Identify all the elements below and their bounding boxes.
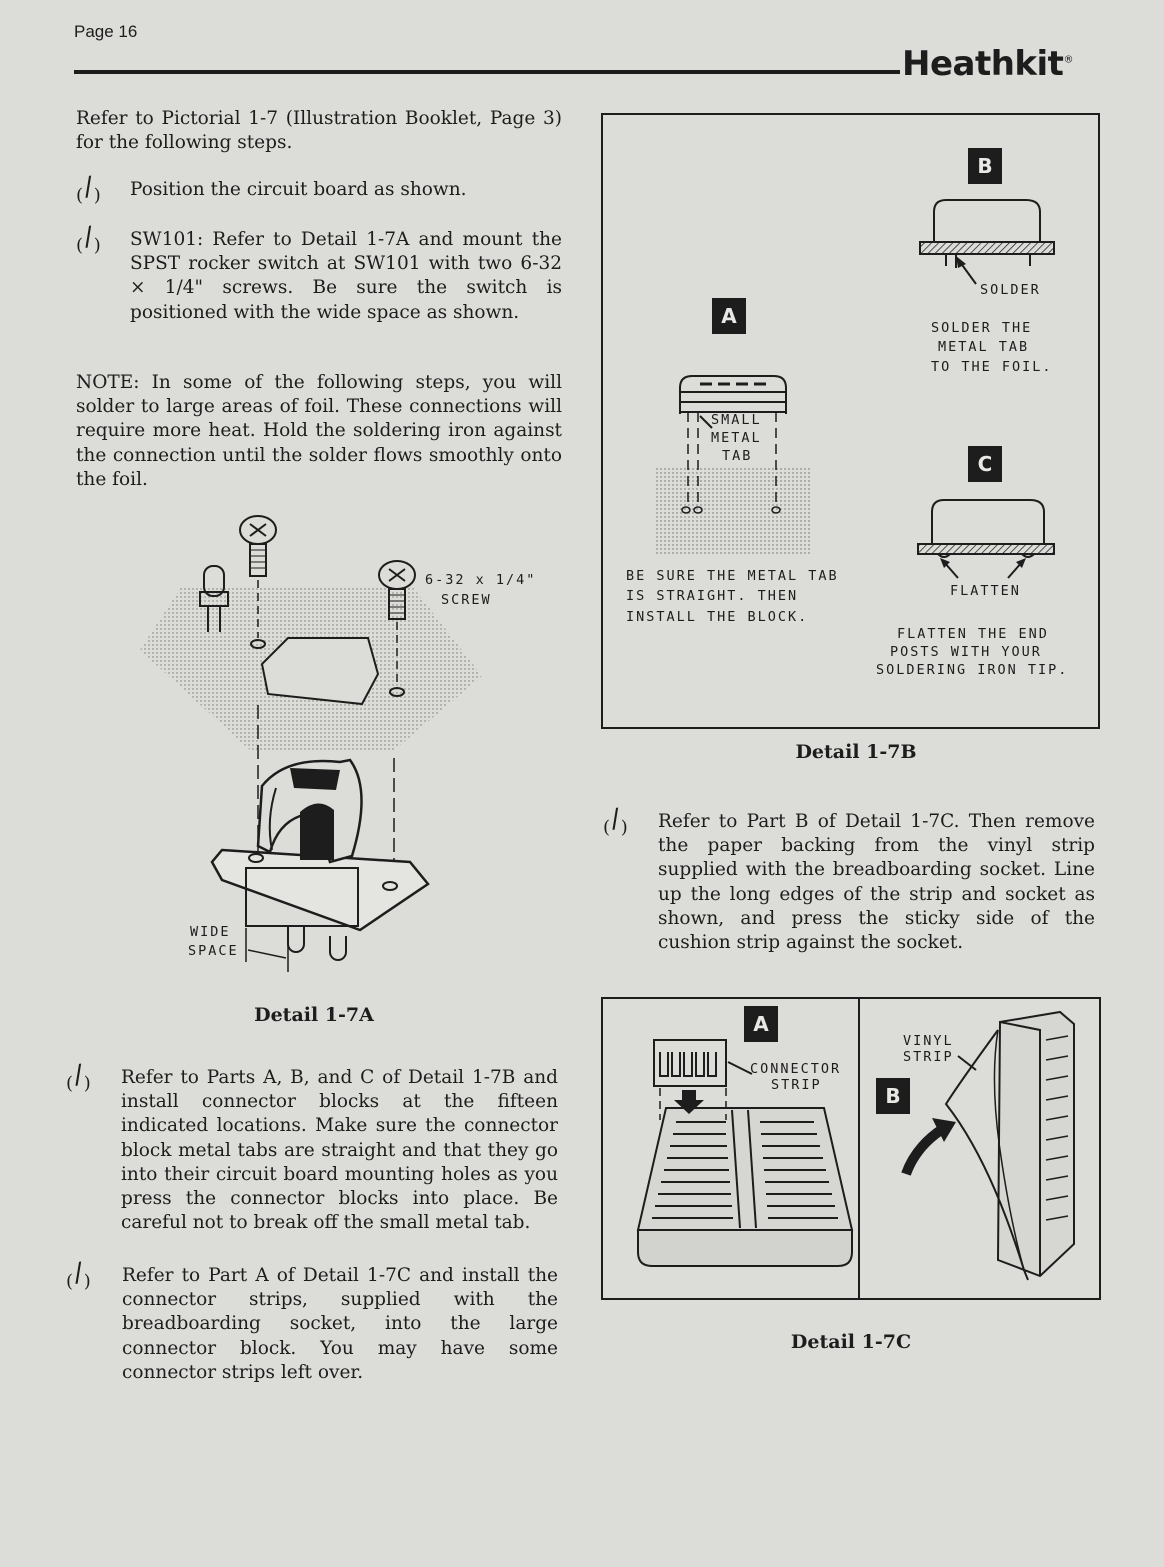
a-note-1: BE SURE THE METAL TAB [626, 568, 839, 584]
c-note-2: POSTS WITH YOUR [890, 644, 1042, 660]
step-connector-blocks[interactable] [66, 1059, 558, 1236]
small-tab-label-1: SMALL [711, 412, 762, 428]
badge-c-a: A [744, 1006, 778, 1042]
note-paragraph: NOTE: In some of the following steps, you will solder to large areas of foil. These connections will require more heat. Hold the soldering iron against the connection until the solder flows smoothly onto the foil. [76, 372, 562, 490]
detail-1-7b-caption: Detail 1-7B [795, 741, 917, 763]
badge-a: A [712, 298, 746, 334]
intro-paragraph: Refer to Pictorial 1-7 (Illustration Booklet, Page 3) for the following steps. [76, 108, 562, 154]
step-vinyl-strip[interactable] [603, 803, 1095, 960]
checkbox[interactable]: (/) [76, 171, 101, 206]
c-note-3: SOLDERING IRON TIP. [876, 662, 1069, 678]
page-number: Page 16 [74, 22, 138, 41]
b-note-2: METAL TAB [938, 339, 1030, 355]
a-note-2: IS STRAIGHT. THEN [626, 588, 799, 604]
step-sw101[interactable] [76, 221, 562, 328]
step-connector-strips[interactable] [66, 1257, 558, 1383]
small-tab-label-2: METAL [711, 430, 762, 446]
checkbox[interactable]: (/) [76, 221, 101, 256]
screw-label-2: SCREW [441, 592, 492, 608]
brand-logo: Heathkit® [902, 44, 1073, 84]
checkbox[interactable]: (/) [603, 803, 628, 838]
wide-space-label: WIDE [190, 924, 231, 940]
vinyl-strip-label-2: STRIP [903, 1049, 954, 1065]
screw-label: 6-32 x 1/4" [425, 572, 537, 588]
a-note-3: INSTALL THE BLOCK. [626, 609, 809, 625]
detail-1-7c-drawings [0, 0, 1, 1]
connector-strip-label-1: CONNECTOR [750, 1061, 842, 1077]
checkbox[interactable]: (/) [66, 1257, 91, 1292]
vinyl-strip-label-1: VINYL [903, 1033, 954, 1049]
small-tab-label-3: TAB [722, 448, 753, 464]
detail-1-7c-caption: Detail 1-7C [790, 1331, 912, 1353]
flatten-label: FLATTEN [950, 583, 1021, 599]
c-note-1: FLATTEN THE END [897, 626, 1049, 642]
wide-space-label-2: SPACE [188, 943, 239, 959]
b-note-1: SOLDER THE [931, 320, 1033, 336]
step-position-board[interactable] [76, 171, 562, 208]
badge-b: B [968, 148, 1002, 184]
detail-1-7a-caption: Detail 1-7A [254, 1004, 374, 1026]
step-text: Refer to Parts A, B, and C of Detail 1-7B and install connector blocks at the fifteen indicated locations. Make sure the connector block metal tabs are straight and that they go into their circuit board mounting holes as you press the connector blocks into place. Be careful not to break off the small metal tab. [121, 1067, 558, 1234]
detail-1-7c-divider [858, 997, 860, 1300]
solder-label: SOLDER [980, 282, 1041, 298]
connector-strip-label-2: STRIP [771, 1077, 822, 1093]
badge-c-b: B [876, 1078, 910, 1114]
header-rule [74, 70, 900, 74]
step-text: Refer to Part A of Detail 1-7C and install the connector strips, supplied with the breadboarding socket, into the large connector block. You may have some connector strips left over. [122, 1265, 558, 1383]
step-text: SW101: Refer to Detail 1-7A and mount the SPST rocker switch at SW101 with two 6-32 × 1/4" screws. Be sure the switch is positioned with the wide space as shown. [130, 229, 562, 323]
b-note-3: TO THE FOIL. [931, 359, 1053, 375]
badge-c: C [968, 446, 1002, 482]
step-text: Position the circuit board as shown. [130, 179, 467, 200]
checkbox[interactable]: (/) [66, 1059, 91, 1094]
step-text: Refer to Part B of Detail 1-7C. Then remove the paper backing from the vinyl strip supplied with the breadboarding socket. Line up the long edges of the strip and socket as shown, and press the sticky side of the cushion strip against the socket. [658, 811, 1095, 954]
